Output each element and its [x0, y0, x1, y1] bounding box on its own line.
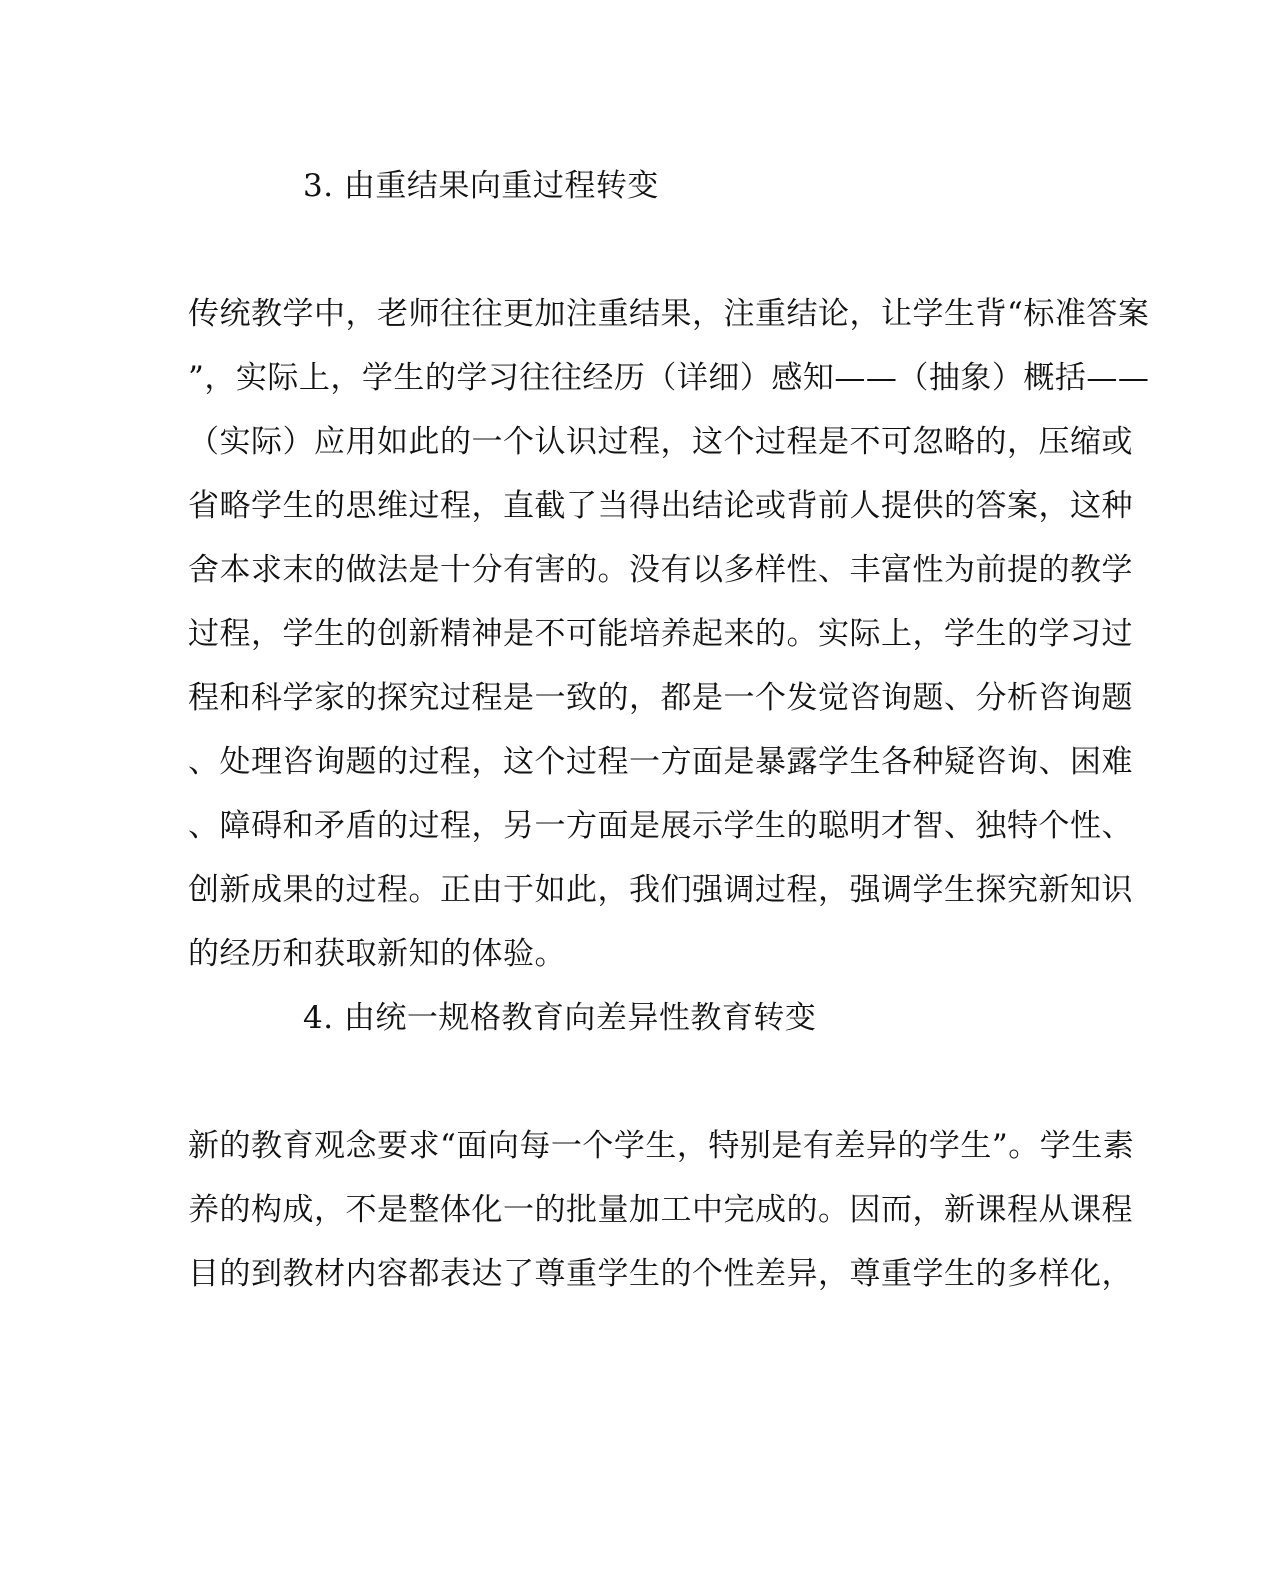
section-3-line-2: ”，实际上，学生的学习往往经历（详细）感知——（抽象）概括——: [188, 360, 1150, 396]
section-4-heading: 4. 由统一规格教育向差异性教育转变: [303, 1000, 817, 1036]
section-4-line-1: 新的教育观念要求“面向每一个学生，特别是有差异的学生”。学生素: [188, 1128, 1135, 1164]
section-3-line-11: 的经历和获取新知的体验。: [188, 936, 566, 972]
section-3-line-8: 、处理咨询题的过程，这个过程一方面是暴露学生各种疑咨询、困难: [188, 744, 1133, 780]
section-3-line-1: 传统教学中，老师往往更加注重结果，注重结论，让学生背“标准答案: [188, 296, 1150, 332]
section-3-line-3: （实际）应用如此的一个认识过程，这个过程是不可忽略的，压缩或: [188, 424, 1133, 460]
section-3-line-7: 程和科学家的探究过程是一致的，都是一个发觉咨询题、分析咨询题: [188, 680, 1133, 716]
section-4-line-3: 目的到教材内容都表达了尊重学生的个性差异，尊重学生的多样化，: [188, 1256, 1133, 1292]
section-4-line-2: 养的构成，不是整体化一的批量加工中完成的。因而，新课程从课程: [188, 1192, 1133, 1228]
section-3-line-9: 、障碍和矛盾的过程，另一方面是展示学生的聪明才智、独特个性、: [188, 808, 1133, 844]
section-3-line-5: 舍本求末的做法是十分有害的。没有以多样性、丰富性为前提的教学: [188, 552, 1133, 588]
section-3-line-10: 创新成果的过程。正由于如此，我们强调过程，强调学生探究新知识: [188, 872, 1133, 908]
section-3-line-6: 过程，学生的创新精神是不可能培养起来的。实际上，学生的学习过: [188, 616, 1133, 652]
section-3-line-4: 省略学生的思维过程，直截了当得出结论或背前人提供的答案，这种: [188, 488, 1133, 524]
section-3-heading: 3. 由重结果向重过程转变: [303, 168, 659, 204]
